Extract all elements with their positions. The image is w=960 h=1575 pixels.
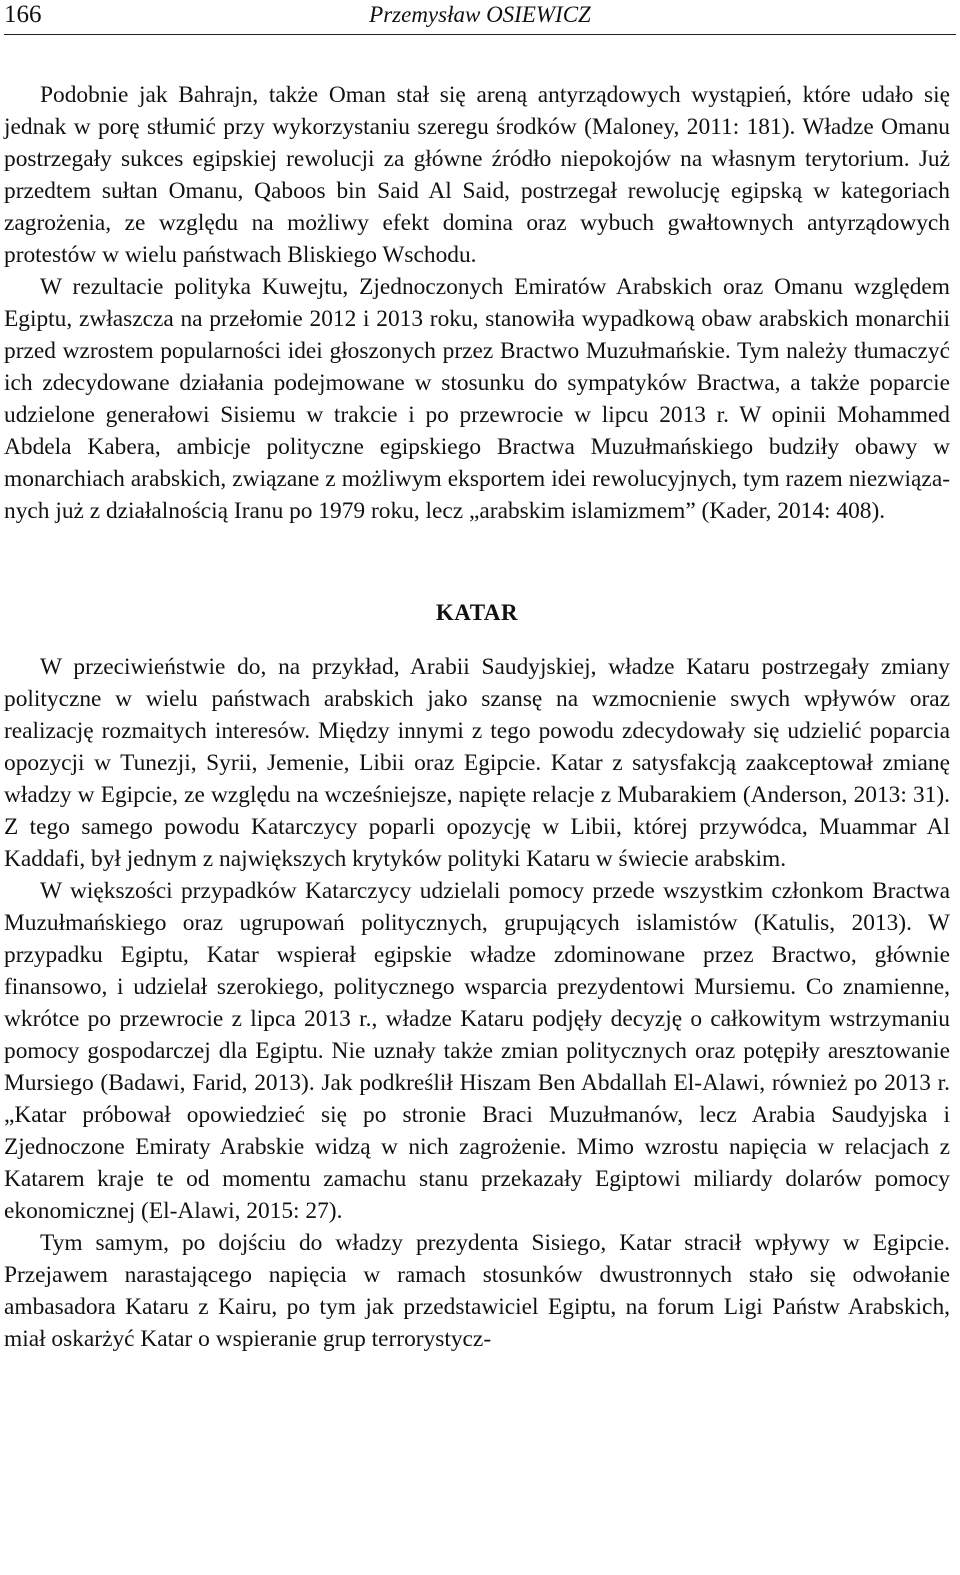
paragraph-oman-unrest: Podobnie jak Bahrajn, także Oman stał się areną antyrządowych wystąpień, które udało się jednak w porę stłumić przy wykorzystaniu szeregu środków (Maloney, 2011: 181). Władze Omanu postrzegały sukces egipskiej rewolucji za główne źródło niepokojów na własnym terytorium. Już przedtem sułtan Omanu, Qaboos bin Said Al Said, postrzegał rewolucję egipską w kategoriach zagrożenia, ze względu na możliwy efekt domina oraz wybuch gwałtownych antyrządowych protestów w wielu państwach Bliskiego Wschodu. bbox=[4, 82, 950, 268]
paragraph-qatar-lost-influence: Tym samym, po dojściu do władzy prezydenta Sisiego, Katar stracił wpływy w Egipcie. Przejawem narastającego napięcia w ramach stosunków dwustronnych stało się odwołanie ambasadora Kataru z Kairu, po tym jak przedstawiciel Egiptu, na forum Ligi Państw Arabskich, miał oskarżyć Katar o wspieranie grup terrorystycz- bbox=[4, 1230, 950, 1352]
body-text bbox=[4, 79, 950, 1355]
running-head-author: Przemysław OSIEWICZ bbox=[369, 2, 591, 27]
paragraph-qatar-brotherhood-support: W większości przypadków Katarczycy udzielali pomocy przede wszystkim członkom Bractwa Muzułmańskiego oraz ugrupowań politycznych, grupujących islamistów (Katulis, 2013). W przypadku Egiptu, Katar wspierał egipskie władze zdominowane przez Bractwo, głównie finansowo, i udzielał szerokiego, politycznego wsparcia prezydentowi Mursiemu. Co znamienne, wkrótce po przewrocie z lipca 2013 r., władze Kataru podjęły decyzję o całkowitym wstrzymaniu pomocy gospodarczej dla Egiptu. Nie uznały także zmian politycznych oraz potępiły aresztowanie Mursiego (Badawi, Farid, 2013). Jak podkreślił Hiszam Ben Abdallah El-Alawi, również po 2013 r. „Katar próbował opowiedzieć się po stronie Braci Muzułmanów, lecz Arabia Saudyjska i Zjednoczone Emiraty Arabskie widzą w nich zagrożenie. Mimo wzrostu napięcia w relacjach z Katarem kraje te od momentu zamachu stanu przekazały Egiptowi miliardy dolarów pomocy ekonomicznej (El-Alawi, 2015: 27). bbox=[4, 878, 950, 1224]
running-header bbox=[4, 0, 956, 35]
paragraph-qatar-opportunity: W przeciwieństwie do, na przykład, Arabii Saudyjskiej, władze Kataru postrzegały zmiany polityczne w wielu państwach arabskich jako szansę na wzmocnienie swych wpływów oraz realizację rozmaitych interesów. Między innymi z tego powodu zdecydowały się udzielić poparcia opozycji w Tunezji, Syrii, Jemenie, Libii oraz Egipcie. Katar z satysfakcją zaakceptował zmianę władzy w Egipcie, ze względu na wcześniejsze, napięte relacje z Mubarakiem (Anderson, 2013: 31). Z tego samego powodu Katarczycy poparli opozycję w Libii, której przywódca, Muammar Al Kaddafi, był jednym z największych krytyków polityki Kataru w świecie arabskim. bbox=[4, 654, 950, 872]
paragraph-gulf-policy: W rezultacie polityka Kuwejtu, Zjednoczonych Emiratów Arabskich oraz Omanu względem Egiptu, zwłaszcza na przełomie 2012 i 2013 roku, stanowiła wypadkową obaw arabskich monarchii przed wzrostem popularności idei głoszonych przez Bractwo Muzułmańskie. Tym należy tłumaczyć ich zdecydowane działania podejmowane w stosunku do sympatyków Bractwa, a także poparcie udzielone generałowi Sisiemu w trakcie i po przewrocie w lipcu 2013 r. W opinii Mohammed Abdela Kabera, ambicje polityczne egipskiego Bractwa Muzułmańskiego budziły obawy w monarchiach arabskich, związane z możliwym eksportem idei rewolucyjnych, tym razem niezwiązanych już z działalnością Iranu po 1979 roku, lecz „arabskim islamizmem” (Kader, 2014: 408). bbox=[4, 274, 950, 524]
page-number: 166 bbox=[4, 1, 42, 28]
section-heading-katar: KATAR bbox=[435, 600, 519, 625]
